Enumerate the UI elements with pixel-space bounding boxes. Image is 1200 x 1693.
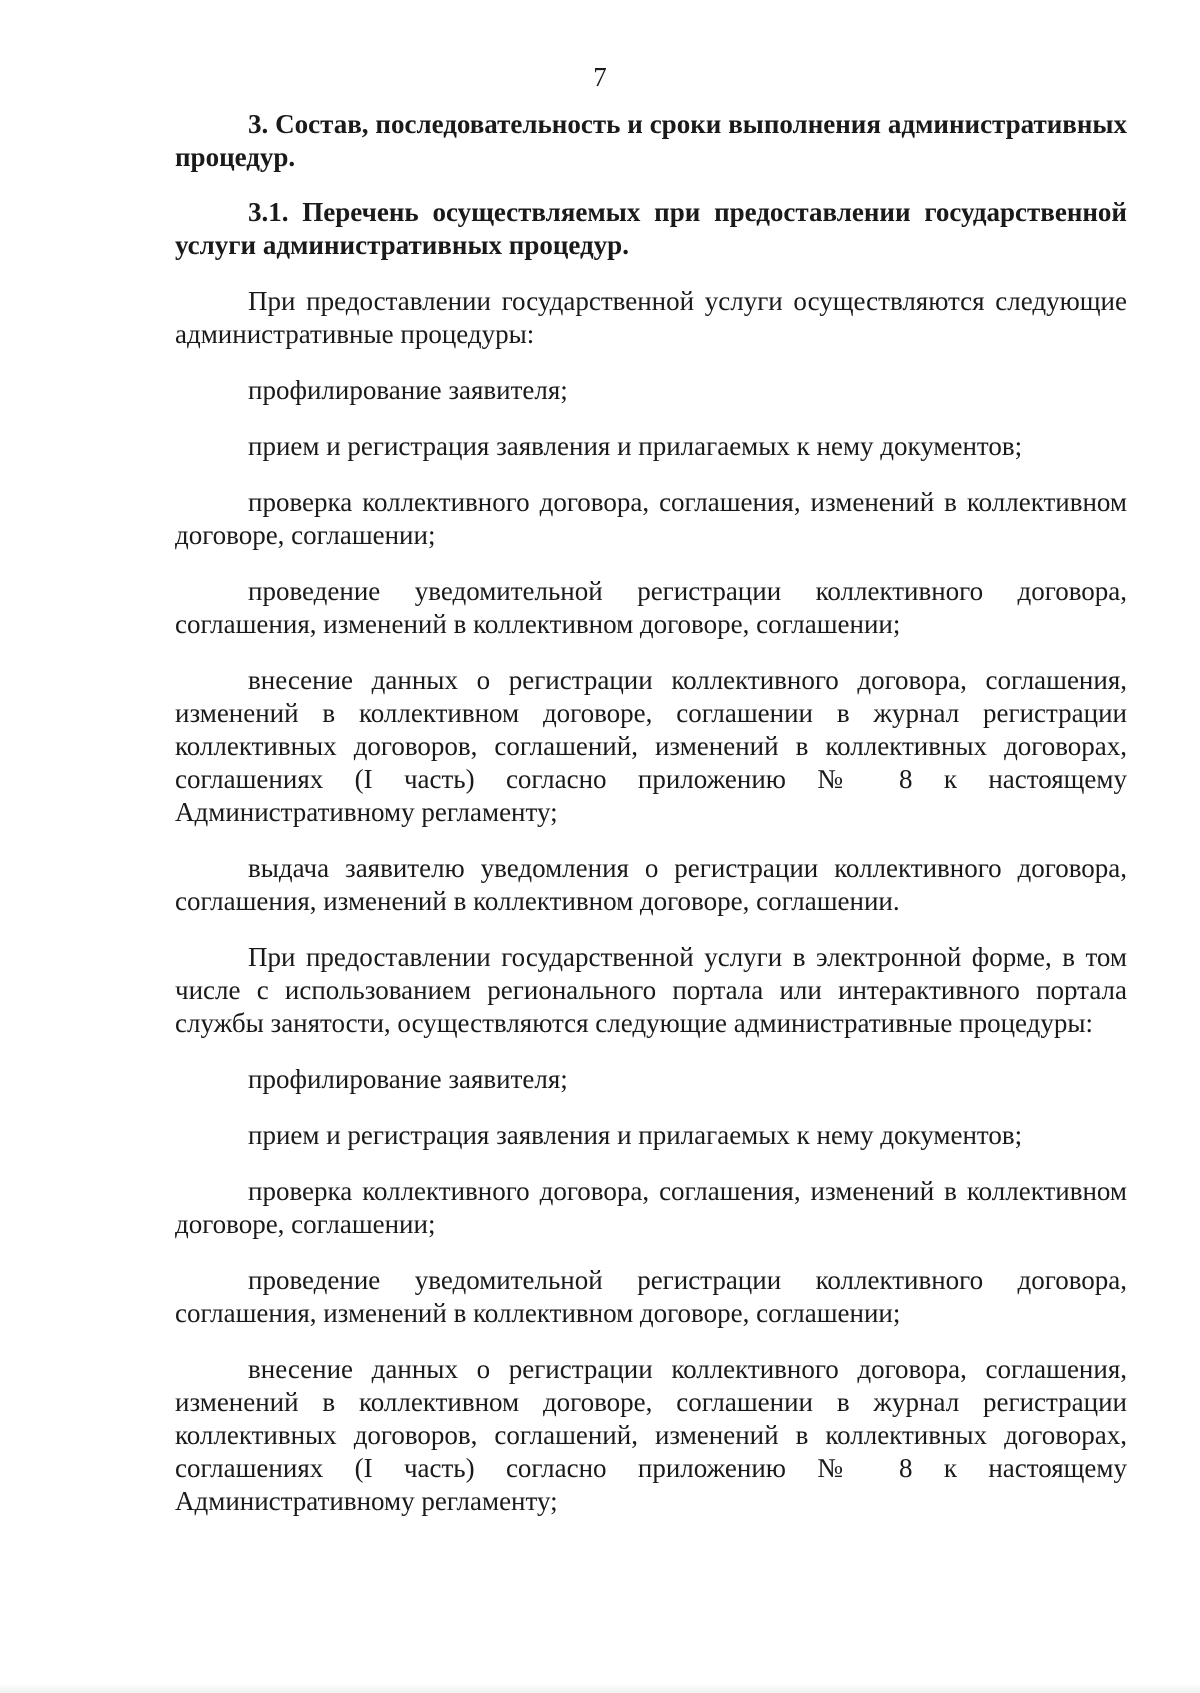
section-heading: 3. Состав, последовательность и сроки выполнения административных процедур. [175,109,1127,172]
procedure-item: проведение уведомительной регистрации коллективного договора, соглашения, изменений в коллективном договоре, соглашении; [175,1265,1127,1328]
electronic-form-paragraph: При предоставлении государственной услуги в электронной форме, в том числе с использованием регионального портала или интерактивного портала службы занятости, осуществляются следующие административные процедуры: [175,942,1127,1038]
procedure-item: выдача заявителю уведомления о регистрации коллективного договора, соглашения, изменений в коллективном договоре, соглашении. [175,853,1127,916]
scan-edge [0,1683,1200,1693]
procedure-item: прием и регистрация заявления и прилагаемых к нему документов; [248,431,1023,461]
intro-paragraph: При предоставлении государственной услуги осуществляются следующие административные процедуры: [175,286,1127,349]
procedure-item: проведение уведомительной регистрации коллективного договора, соглашения, изменений в коллективном договоре, соглашении; [175,576,1127,639]
procedure-item: проверка коллективного договора, соглашения, изменений в коллективном договоре, соглашении; [175,1176,1127,1239]
document-body [175,108,1127,1541]
page-number: 7 [593,62,607,92]
procedure-item: профилирование заявителя; [248,1064,568,1094]
procedure-item: внесение данных о регистрации коллективного договора, соглашения, изменений в коллективном договоре, соглашении в журнал регистрации коллективных договоров, соглашений, изменений в коллективных договорах, соглашениях (I часть) согласно приложению № 8 к настоящему Административному регламенту; [175,1354,1127,1516]
procedure-item: профилирование заявителя; [248,375,568,405]
procedure-item: внесение данных о регистрации коллективного договора, соглашения, изменений в коллективном договоре, соглашении в журнал регистрации коллективных договоров, соглашений, изменений в коллективных договорах, соглашениях (I часть) согласно приложению № 8 к настоящему Административному регламенту; [175,665,1127,827]
procedure-item: прием и регистрация заявления и прилагаемых к нему документов; [248,1120,1023,1150]
subsection-heading: 3.1. Перечень осуществляемых при предоставлении государственной услуги административных процедур. [175,197,1127,260]
procedure-item: проверка коллективного договора, соглашения, изменений в коллективном договоре, соглашении; [175,487,1127,550]
